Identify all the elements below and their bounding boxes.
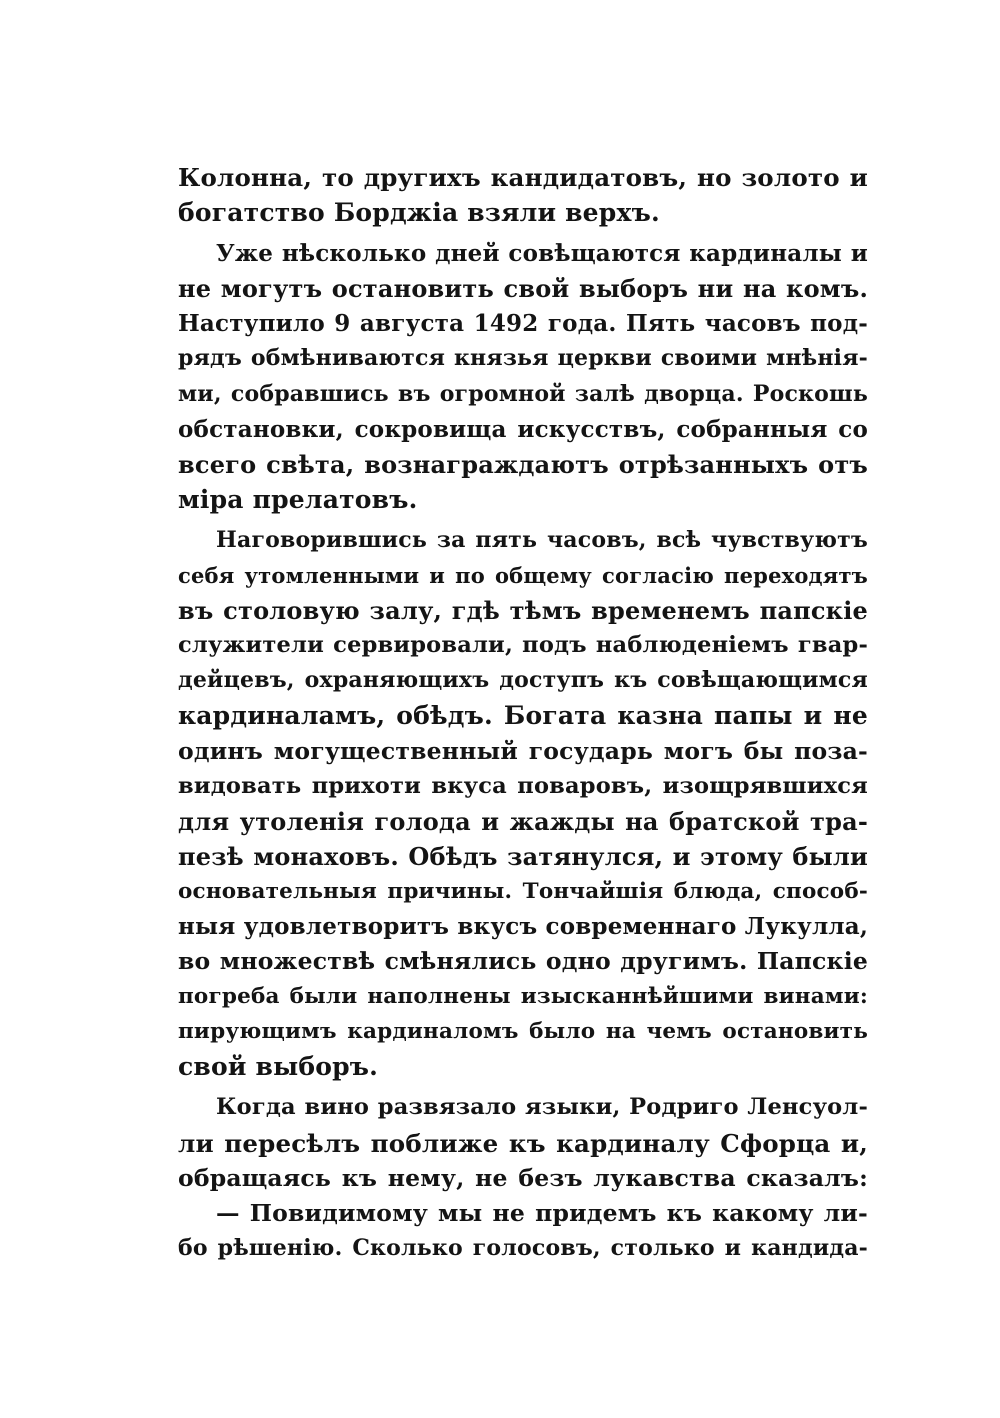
text-line: свой выборъ.	[178, 1052, 379, 1082]
paragraph-3	[178, 523, 868, 1085]
paragraph-5	[178, 1196, 868, 1266]
text-line: кардиналамъ, обѣдъ. Богата казна папы и не	[178, 701, 868, 731]
text-line: себя утомленными и по общему согласію переходятъ	[178, 563, 868, 589]
text-line: одинъ могущественный государь могъ бы поза-	[178, 736, 868, 765]
paragraph-1	[178, 160, 868, 230]
text-line: всего свѣта, вознаграждаютъ отрѣзанныхъ отъ	[178, 449, 868, 479]
text-line: служители сервировали, подъ наблюденіемъ гвар-	[178, 632, 868, 659]
text-line: міра прелатовъ.	[178, 484, 418, 514]
text-line: пезѣ монаховъ. Обѣдъ затянулся, и этому были	[178, 841, 868, 871]
paragraph-2	[178, 236, 868, 517]
text-line: ми, собравшись въ огромной залѣ дворца. Роскошь	[178, 380, 868, 407]
text-line: для утоленія голода и жажды на братской тра-	[178, 806, 868, 836]
text-line: рядъ обмѣниваются князья церкви своими мнѣнія-	[178, 345, 868, 372]
text-line: во множествѣ смѣнялись одно другимъ. Папскіе	[178, 947, 868, 976]
text-line: дейцевъ, охраняющихъ доступъ къ совѣщающимся	[178, 667, 868, 694]
text-line: Наговорившись за пять часовъ, всѣ чувствуютъ	[216, 526, 868, 553]
text-line: видовать прихоти вкуса поваровъ, изощрявшихся	[178, 772, 868, 799]
text-line: ли пересѣлъ поближе къ кардиналу Сфорца и,	[178, 1128, 868, 1158]
text-line: бо рѣшенію. Сколько голосовъ, столько и кандида-	[178, 1234, 868, 1261]
text-line: Колонна, то другихъ кандидатовъ, но золото и	[178, 163, 868, 192]
text-line: богатство Борджіа взяли верхъ.	[178, 198, 660, 228]
text-line: Уже нѣсколько дней совѣщаются кардиналы и	[216, 240, 868, 268]
text-line: обращаясь къ нему, не безъ лукавства сказалъ:	[178, 1163, 868, 1192]
text-line: Наступило 9 августа 1492 года. Пять часовъ под-	[178, 310, 868, 338]
text-line: обстановки, сокровища искусствъ, собранныя со	[178, 415, 868, 443]
text-line: пирующимъ кардиналомъ было на чемъ остановить	[178, 1019, 868, 1045]
text-line: въ столовую залу, гдѣ тѣмъ временемъ папскіе	[178, 596, 868, 626]
text-line: основательныя причины. Тончайшія блюда, способ-	[178, 878, 868, 904]
text-line: не могутъ остановить свой выборъ ни на комъ.	[178, 274, 868, 304]
text-line: — Повидимому мы не придемъ къ какому ли-	[216, 1198, 868, 1227]
text-line: погреба были наполнены изысканнѣйшими винами:	[178, 984, 868, 1010]
body-text	[178, 160, 868, 1266]
text-line: ныя удовлетворитъ вкусъ современнаго Лукулла,	[178, 912, 869, 940]
paragraph-4	[178, 1090, 868, 1195]
text-line: Когда вино развязало языки, Родриго Ленсуол-	[216, 1094, 868, 1121]
